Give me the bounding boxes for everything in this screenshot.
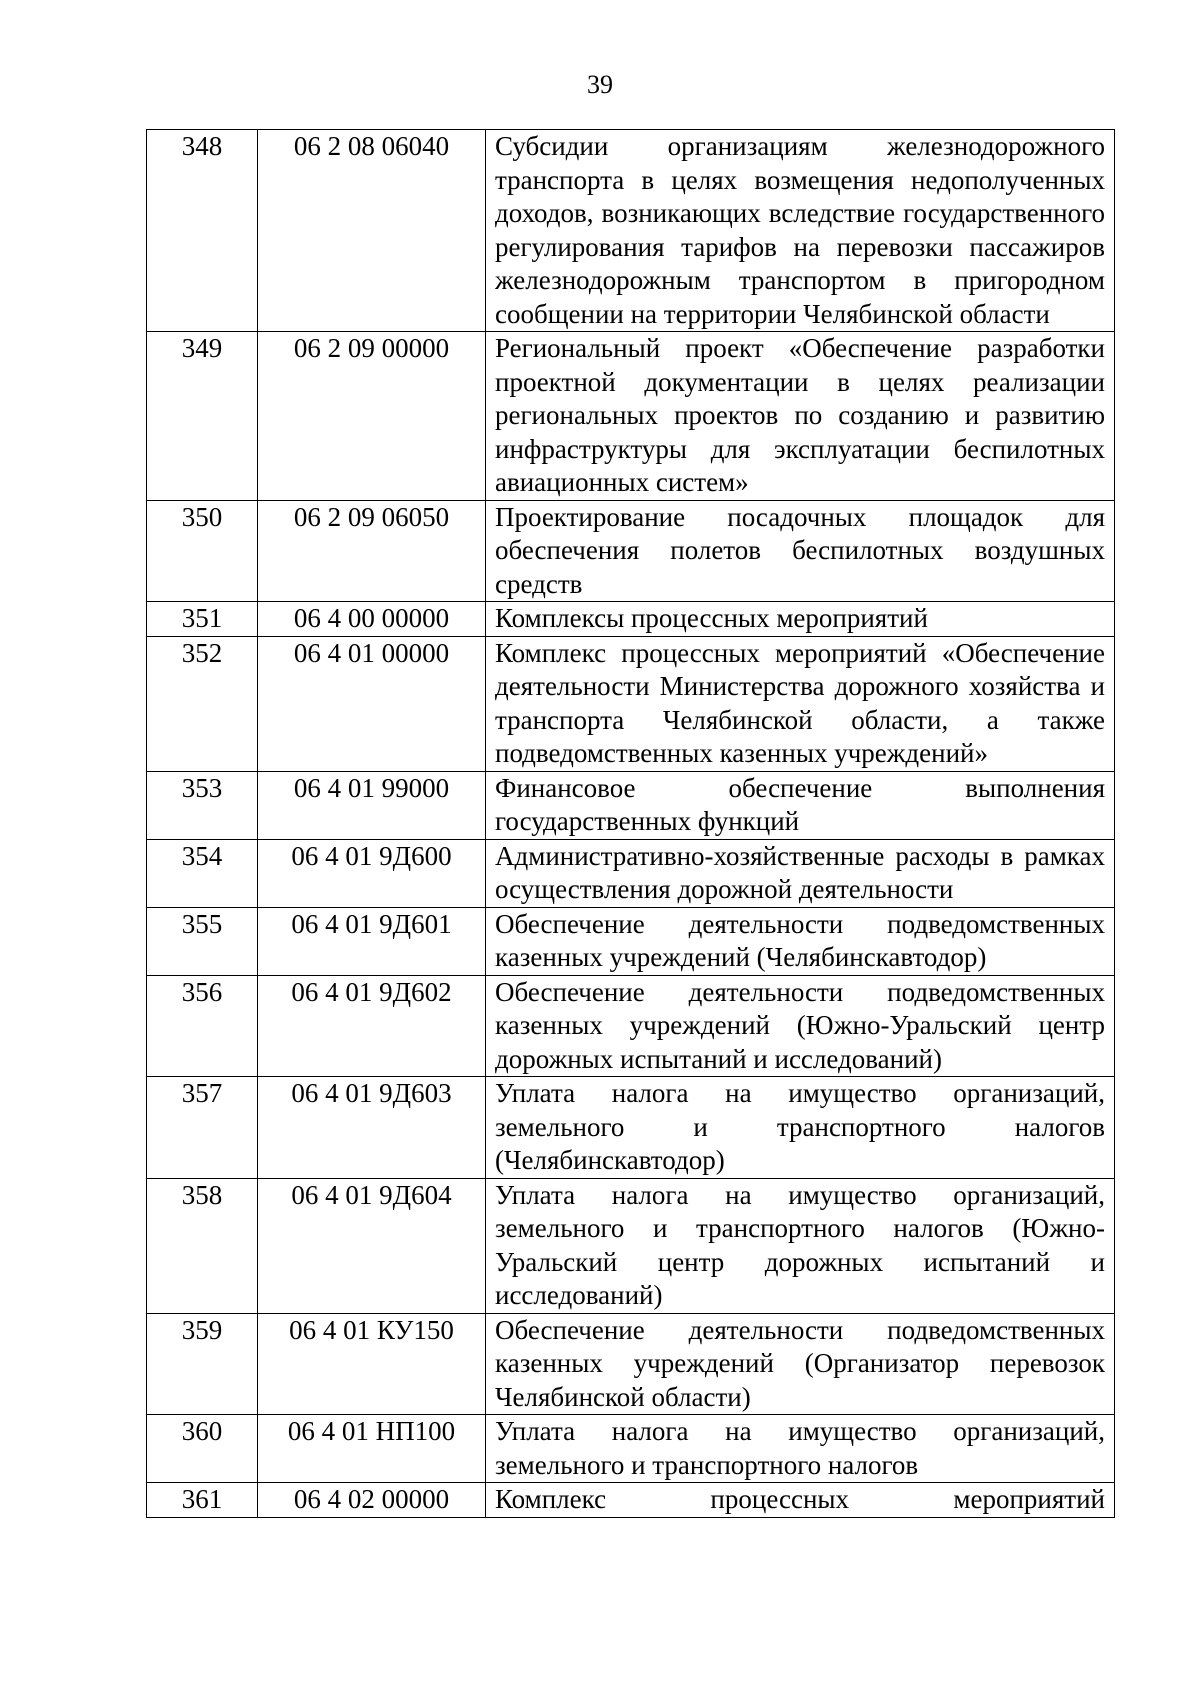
row-description: Обеспечение деятельности подведомственных казенных учреждений (Организатор перевозок Челябинской области) <box>486 1313 1115 1415</box>
table-row <box>147 636 1115 771</box>
row-number: 354 <box>147 839 258 907</box>
row-number: 360 <box>147 1415 258 1483</box>
row-number: 353 <box>147 771 258 839</box>
table-row <box>147 907 1115 975</box>
row-number: 356 <box>147 975 258 1077</box>
table-row <box>147 1483 1115 1518</box>
budget-code: 06 4 01 00000 <box>258 636 486 771</box>
table-row <box>147 771 1115 839</box>
budget-code: 06 4 01 НП100 <box>258 1415 486 1483</box>
budget-code: 06 4 01 9Д600 <box>258 839 486 907</box>
row-description: Проектирование посадочных площадок для обеспечения полетов беспилотных воздушных средств <box>486 500 1115 602</box>
row-description: Уплата налога на имущество организаций, земельного и транспортного налогов (Челябинскавтодор) <box>486 1077 1115 1179</box>
budget-code: 06 2 09 06050 <box>258 500 486 602</box>
budget-code: 06 4 00 00000 <box>258 602 486 637</box>
table-row <box>147 602 1115 637</box>
table-row <box>147 1313 1115 1415</box>
budget-code: 06 2 09 00000 <box>258 332 486 501</box>
row-number: 349 <box>147 332 258 501</box>
row-number: 358 <box>147 1178 258 1313</box>
row-number: 351 <box>147 602 258 637</box>
budget-code: 06 4 01 9Д601 <box>258 907 486 975</box>
row-description: Обеспечение деятельности подведомственных казенных учреждений (Южно-Уральский центр дорожных испытаний и исследований) <box>486 975 1115 1077</box>
row-number: 352 <box>147 636 258 771</box>
row-number: 357 <box>147 1077 258 1179</box>
row-description: Субсидии организациям железнодорожного транспорта в целях возмещения недополученных доходов, возникающих вследствие государственного регулирования тарифов на перевозки пассажиров железнодорожным транспортом в пригородном сообщении на территории Челябинской области <box>486 130 1115 332</box>
row-description: Обеспечение деятельности подведомственных казенных учреждений (Челябинскавтодор) <box>486 907 1115 975</box>
row-description: Комплекс процессных мероприятий «Обеспечение деятельности Министерства дорожного хозяйства и транспорта Челябинской области, а также подведомственных казенных учреждений» <box>486 636 1115 771</box>
table-row <box>147 1077 1115 1179</box>
row-number: 355 <box>147 907 258 975</box>
budget-code: 06 4 01 9Д604 <box>258 1178 486 1313</box>
row-description: Комплекс процессных мероприятий <box>486 1483 1115 1518</box>
row-description: Административно-хозяйственные расходы в рамках осуществления дорожной деятельности <box>486 839 1115 907</box>
row-description: Региональный проект «Обеспечение разработки проектной документации в целях реализации региональных проектов по созданию и развитию инфраструктуры для эксплуатации беспилотных авиационных систем» <box>486 332 1115 501</box>
row-number: 350 <box>147 500 258 602</box>
table-row <box>147 1415 1115 1483</box>
table-row <box>147 500 1115 602</box>
row-number: 348 <box>147 130 258 332</box>
budget-code: 06 2 08 06040 <box>258 130 486 332</box>
row-description: Уплата налога на имущество организаций, земельного и транспортного налогов <box>486 1415 1115 1483</box>
table-row <box>147 332 1115 501</box>
budget-code: 06 4 01 99000 <box>258 771 486 839</box>
row-number: 361 <box>147 1483 258 1518</box>
row-number: 359 <box>147 1313 258 1415</box>
budget-code-table <box>146 129 1115 1518</box>
table-row <box>147 1178 1115 1313</box>
page-number: 39 <box>587 70 613 99</box>
table-row <box>147 839 1115 907</box>
table-row <box>147 975 1115 1077</box>
row-description: Финансовое обеспечение выполнения государственных функций <box>486 771 1115 839</box>
row-description: Уплата налога на имущество организаций, земельного и транспортного налогов (Южно-Уральский центр дорожных испытаний и исследований) <box>486 1178 1115 1313</box>
row-description: Комплексы процессных мероприятий <box>486 602 1115 637</box>
budget-code: 06 4 01 9Д602 <box>258 975 486 1077</box>
budget-code: 06 4 01 КУ150 <box>258 1313 486 1415</box>
table-row <box>147 130 1115 332</box>
budget-code: 06 4 01 9Д603 <box>258 1077 486 1179</box>
budget-code: 06 4 02 00000 <box>258 1483 486 1518</box>
